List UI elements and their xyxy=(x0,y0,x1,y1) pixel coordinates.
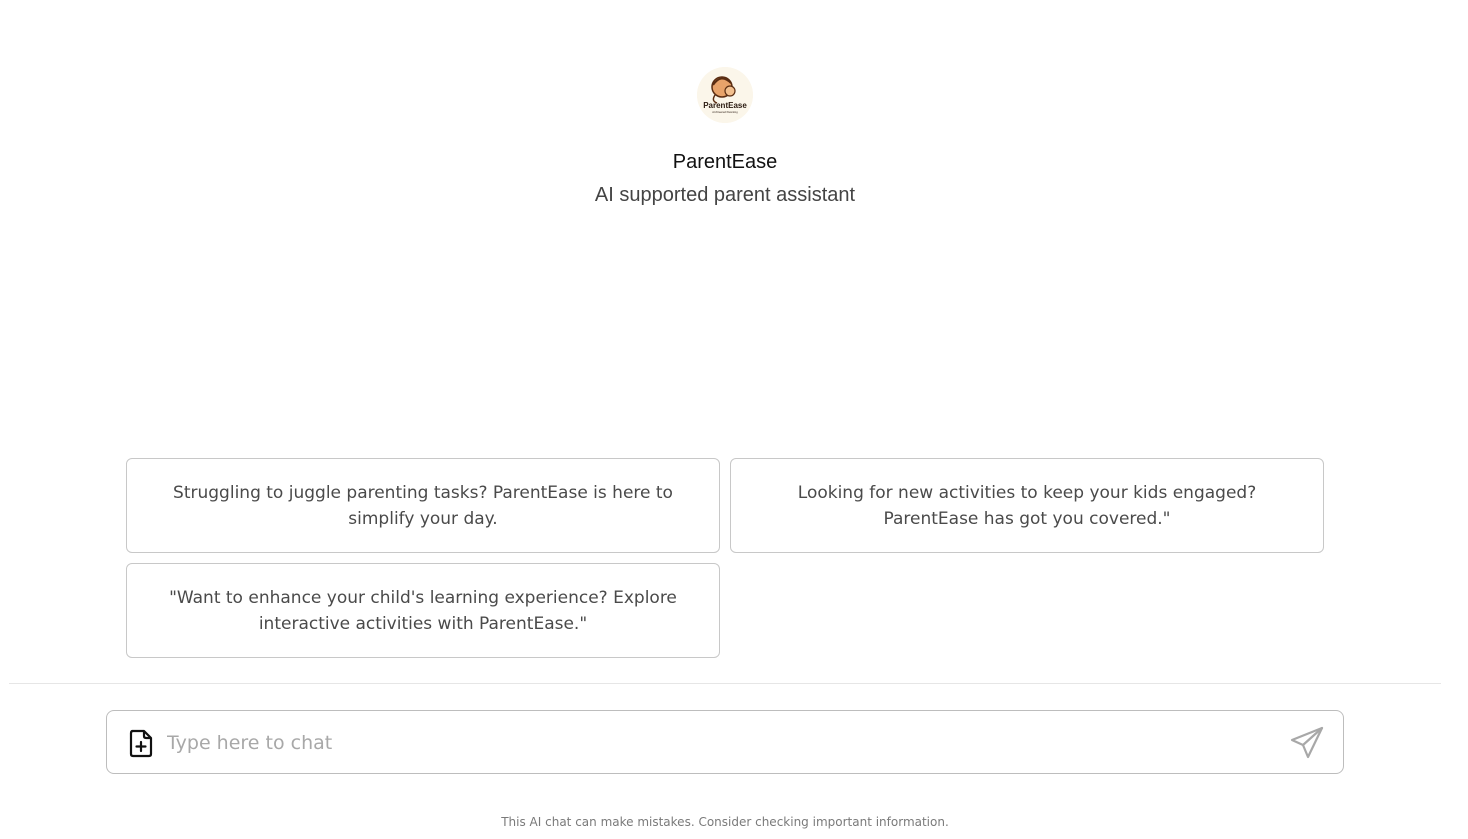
suggestion-card[interactable]: "Want to enhance your child's learning experience? Explore interactive activities with ParentEase." xyxy=(126,563,720,658)
app-title: ParentEase xyxy=(672,151,778,173)
app-logo xyxy=(697,67,753,123)
parent-child-logo-icon xyxy=(697,67,753,123)
suggestion-card[interactable]: Struggling to juggle parenting tasks? ParentEase is here to simplify your day. xyxy=(126,458,720,553)
file-plus-icon[interactable] xyxy=(127,728,155,758)
app-subtitle: AI supported parent assistant xyxy=(594,184,856,206)
chat-input[interactable] xyxy=(167,723,1267,763)
chat-composer xyxy=(106,710,1344,774)
disclaimer-text: This AI chat can make mistakes. Consider checking important information. xyxy=(501,815,949,829)
suggestion-card[interactable]: Looking for new activities to keep your kids engaged? ParentEase has got you covered." xyxy=(730,458,1324,553)
paper-plane-icon[interactable] xyxy=(1289,725,1325,761)
logo-tagline: AI-Powered Parenting xyxy=(712,111,738,114)
divider xyxy=(9,683,1441,684)
logo-wordmark: ParentEase xyxy=(703,101,747,110)
